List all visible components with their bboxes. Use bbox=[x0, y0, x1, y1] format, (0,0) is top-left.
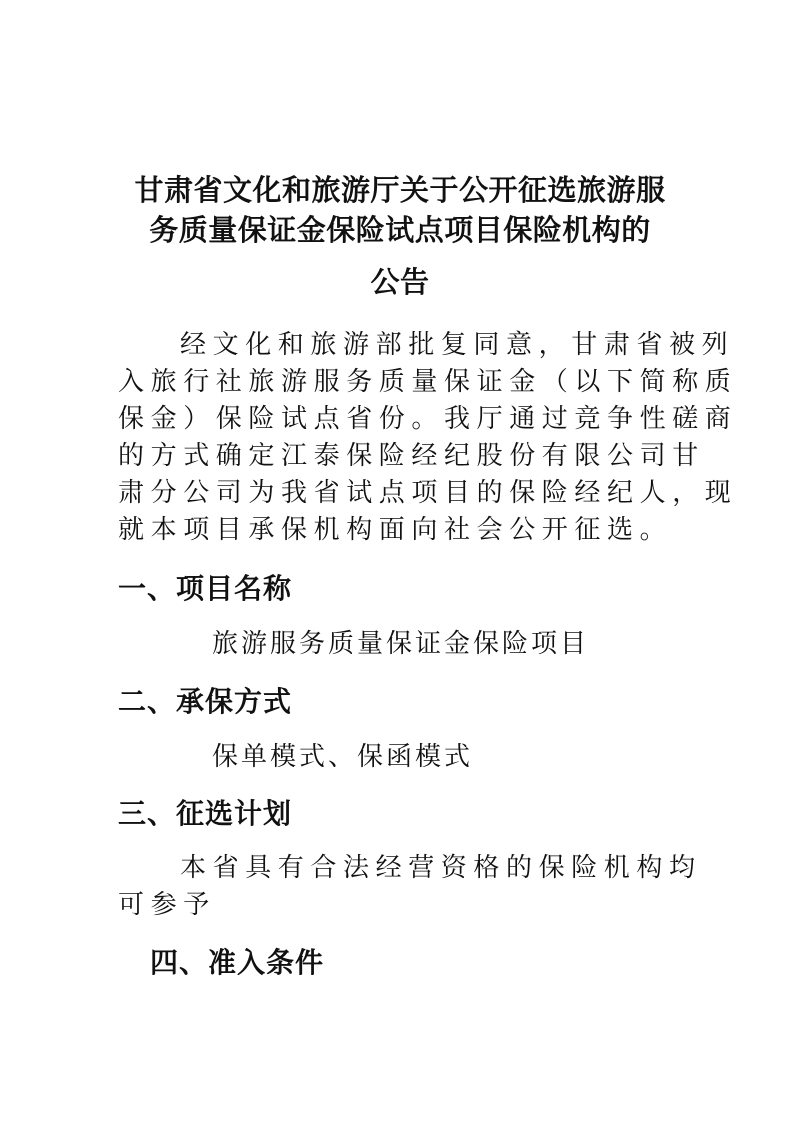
section-content-project-name: 旅游服务质量保证金保险项目 bbox=[212, 629, 590, 659]
intro-paragraph-line: 的方式确定江泰保险经纪股份有限公司甘 bbox=[118, 441, 705, 471]
section-content-selection-plan-line: 本省具有合法经营资格的保险机构均 bbox=[180, 853, 702, 883]
section-heading-selection-plan: 三、征选计划 bbox=[118, 797, 293, 830]
document-title-line-3: 公告 bbox=[370, 265, 430, 299]
intro-paragraph-line: 经文化和旅游部批复同意，甘肃省被列 bbox=[180, 330, 735, 360]
section-heading-project-name: 一、项目名称 bbox=[118, 572, 293, 605]
document-title-line-1: 甘肃省文化和旅游厅关于公开征选旅游服 bbox=[134, 173, 666, 207]
intro-paragraph-line: 就本项目承保机构面向社会公开征选。 bbox=[118, 515, 673, 545]
intro-paragraph-line: 肃分公司为我省试点项目的保险经纪人，现 bbox=[118, 478, 738, 508]
document-title-line-2: 务质量保证金保险试点项目保险机构的 bbox=[149, 213, 651, 247]
intro-paragraph-line: 入旅行社旅游服务质量保证金（以下简称质 bbox=[118, 367, 738, 397]
section-content-selection-plan-line: 可参予 bbox=[118, 890, 216, 920]
section-heading-admission-conditions: 四、准入条件 bbox=[150, 946, 325, 979]
section-heading-underwriting-method: 二、承保方式 bbox=[118, 685, 293, 718]
intro-paragraph-line: 保金）保险试点省份。我厅通过竞争性磋商 bbox=[118, 404, 738, 434]
section-content-underwriting-method: 保单模式、保函模式 bbox=[212, 742, 474, 772]
